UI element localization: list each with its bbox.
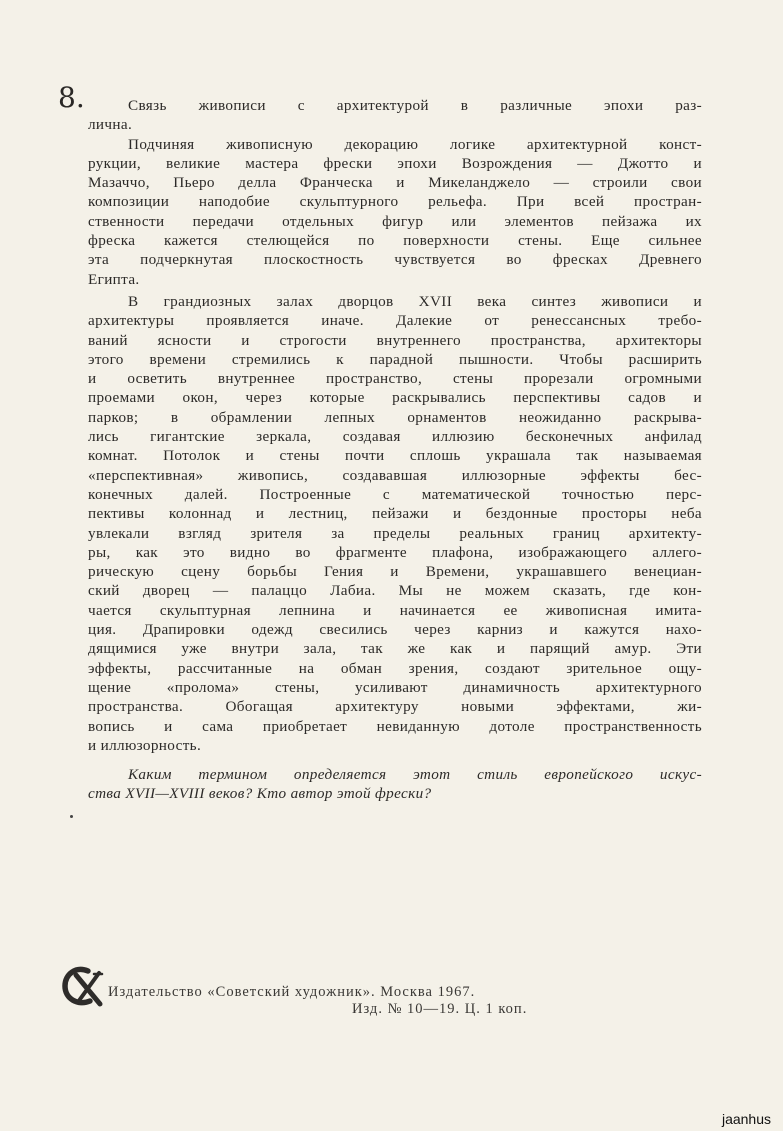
text-line: вопись и сама приобретает невиданную дотоле пространственность	[88, 717, 702, 735]
text-line: «перспективная» живопись, создававшая иллюзорные эффекты бес-	[88, 466, 702, 484]
text-line: фреска кажется стелющейся по поверхности стены. Еще сильнее	[88, 232, 702, 250]
text-line: ры, как это видно во фрагменте плафона, изображающего аллего-	[88, 543, 702, 561]
text-line: щение «пролома» стены, усиливают динамичность архитектурного	[88, 678, 702, 696]
text-line: Связь живописи с архитектурой в различные эпохи раз-	[128, 97, 702, 114]
text-line: чается скульптурная лепнина и начинается ее живописная имита-	[88, 601, 702, 619]
text-line: В грандиозных залах дворцов XVII века синтез живописи и	[128, 292, 702, 310]
text-line: дящимися уже внутри зала, так же как и парящий амур. Эти	[88, 640, 702, 658]
text-line: ственности передачи отдельных фигур или элементов пейзажа их	[88, 212, 702, 230]
text-line: и осветить внутреннее пространство, стены прорезали огромными	[88, 370, 702, 388]
text-line: Мазаччо, Пьеро делла Франческа и Микеланджело — строили свои	[88, 174, 702, 192]
text-line: пространства. Обогащая архитектуру новыми эффектами, жи-	[88, 698, 702, 716]
publisher-line: Издательство «Советский художник». Москва 1967.	[108, 984, 476, 1000]
imprint-footer	[62, 964, 622, 1024]
text-line: конечных далей. Построенные с математической точностью перс-	[88, 485, 702, 503]
text-line: комнат. Потолок и стены почти сплошь украшала так называемая	[88, 447, 702, 465]
text-line: эта подчеркнутая плоскостность чувствуется во фресках Древнего	[88, 251, 702, 269]
text-line: этого времени стремились к парадной пышности. Чтобы расширить	[88, 350, 702, 368]
print-mark	[70, 815, 73, 818]
text-line: рукции, великие мастера фрески эпохи Возрождения — Джотто и	[88, 154, 702, 172]
question-line: Каким термином определяется этот стиль европейского искус-	[128, 766, 702, 784]
body-text	[88, 96, 702, 804]
publisher-logo-icon	[62, 964, 104, 1008]
text-line: лична.	[88, 116, 133, 134]
text-line: пективы колоннад и лестниц, пейзажи и бездонные просторы неба	[88, 505, 702, 523]
edition-line: Изд. № 10—19. Ц. 1 коп.	[352, 1001, 528, 1017]
text-line: и иллюзорность.	[88, 736, 202, 754]
card-number: 8.	[58, 81, 85, 114]
text-line: ваний ясности и строгости внутреннего пространства, архитекторы	[88, 331, 702, 349]
text-line: эффекты, рассчитанные на обман зрения, создают зрительное ощу-	[88, 659, 702, 677]
question	[88, 765, 702, 804]
text-line: композиции наподобие скульптурного рельефа. При всей простран-	[88, 193, 702, 211]
text-line: лись гигантские зеркала, создавая иллюзию бесконечных анфилад	[88, 428, 702, 446]
text-line: рическую сцену борьбы Гения и Времени, украшавшего венециан-	[88, 563, 702, 581]
text-line: Подчиняя живописную декорацию логике архитектурной конст-	[128, 135, 702, 153]
text-line: Египта.	[88, 270, 140, 288]
question-line: ства XVII—XVIII веков? Кто автор этой фрески?	[88, 785, 432, 803]
text-line: увлекали взгляд зрителя за пределы реальных границ архитекту-	[88, 524, 702, 542]
paragraph-2	[88, 135, 702, 289]
text-line: проемами окон, через которые раскрывались перспективы садов и	[88, 389, 702, 407]
text-line: ция. Драпировки одежд свесились через карниз и кажутся нахо-	[88, 621, 702, 639]
watermark: jaanhus	[721, 1111, 771, 1127]
text-line: ский дворец — палаццо Лабиа. Мы не можем сказать, где кон-	[88, 582, 702, 600]
text-line: архитектуры проявляется иначе. Далекие от ренессансных требо-	[88, 312, 702, 330]
paragraph-1	[88, 96, 702, 135]
paragraph-3	[88, 292, 702, 755]
text-line: парков; в обрамлении лепных орнаментов неожиданно раскрыва-	[88, 408, 702, 426]
